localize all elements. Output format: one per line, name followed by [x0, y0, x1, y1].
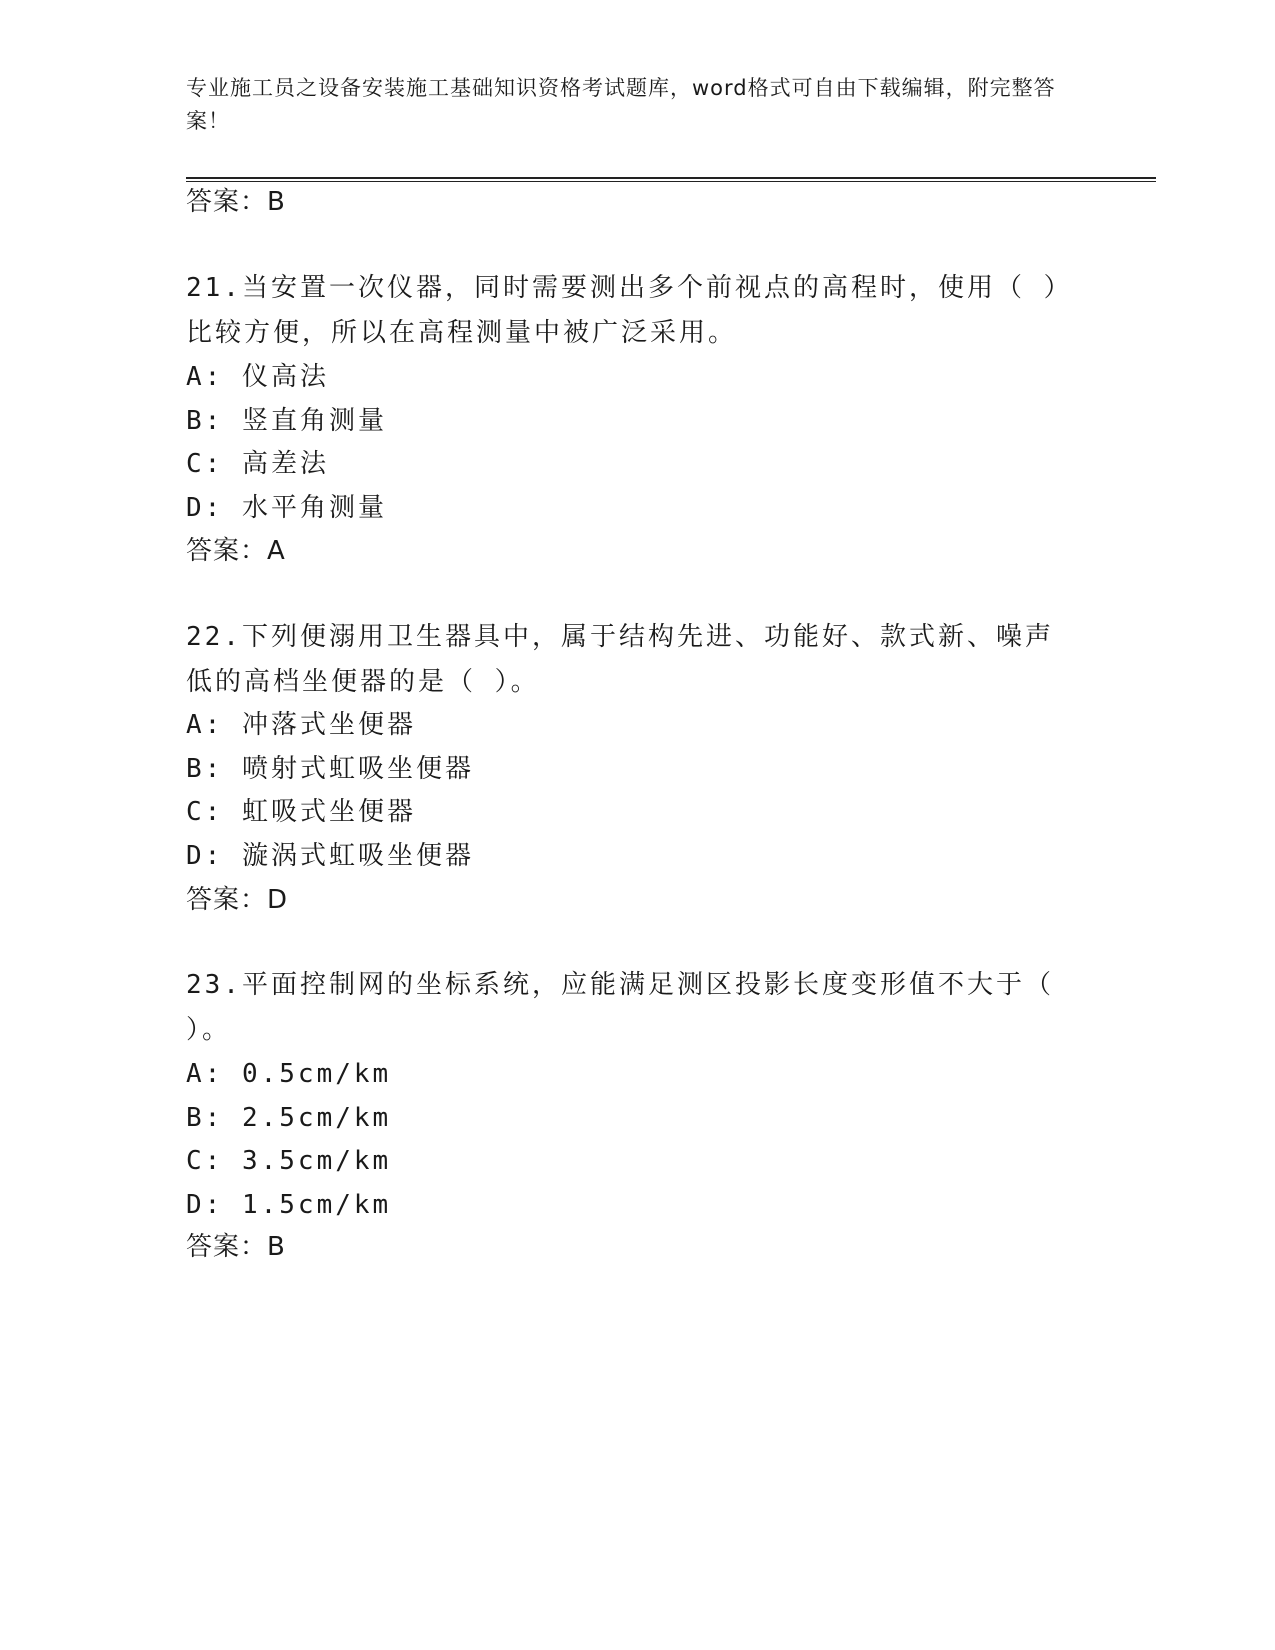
question-22-option-c: C: 虹吸式坐便器: [186, 797, 416, 827]
question-21-option-c: C: 高差法: [186, 449, 329, 479]
question-23-option-b: B: 2.5cm/km: [186, 1103, 392, 1133]
question-21-option-a: A: 仪高法: [186, 362, 329, 392]
question-23-option-d: D: 1.5cm/km: [186, 1190, 392, 1220]
question-23-option-a: A: 0.5cm/km: [186, 1059, 392, 1089]
question-23-text: 23.平面控制网的坐标系统，应能满足测区投影长度变形值不大于（ ）。: [186, 970, 1054, 1045]
question-22-option-d: D: 漩涡式虹吸坐便器: [186, 841, 474, 871]
previous-answer: 答案：B: [186, 187, 286, 217]
question-23-answer: 答案：B: [186, 1232, 286, 1262]
question-23-option-c: C: 3.5cm/km: [186, 1146, 392, 1176]
question-21-text: 21.当安置一次仪器，同时需要测出多个前视点的高程时，使用（ ）比较方便，所以在高程测量中被广泛采用。: [186, 273, 1073, 348]
question-21-option-d: D: 水平角测量: [186, 493, 387, 523]
question-21-option-b: B: 竖直角测量: [186, 406, 387, 436]
question-22-option-a: A: 冲落式坐便器: [186, 710, 416, 740]
question-21-answer: 答案：A: [186, 536, 286, 566]
question-22-text: 22.下列便溺用卫生器具中，属于结构先进、功能好、款式新、噪声低的高档坐便器的是（ ）。: [186, 622, 1054, 697]
question-22-answer: 答案：D: [186, 885, 289, 915]
page-header: 专业施工员之设备安装施工基础知识资格考试题库，word格式可自由下载编辑，附完整答案！: [186, 76, 1056, 133]
question-22-option-b: B: 喷射式虹吸坐便器: [186, 754, 474, 784]
header-divider: [186, 177, 1156, 182]
